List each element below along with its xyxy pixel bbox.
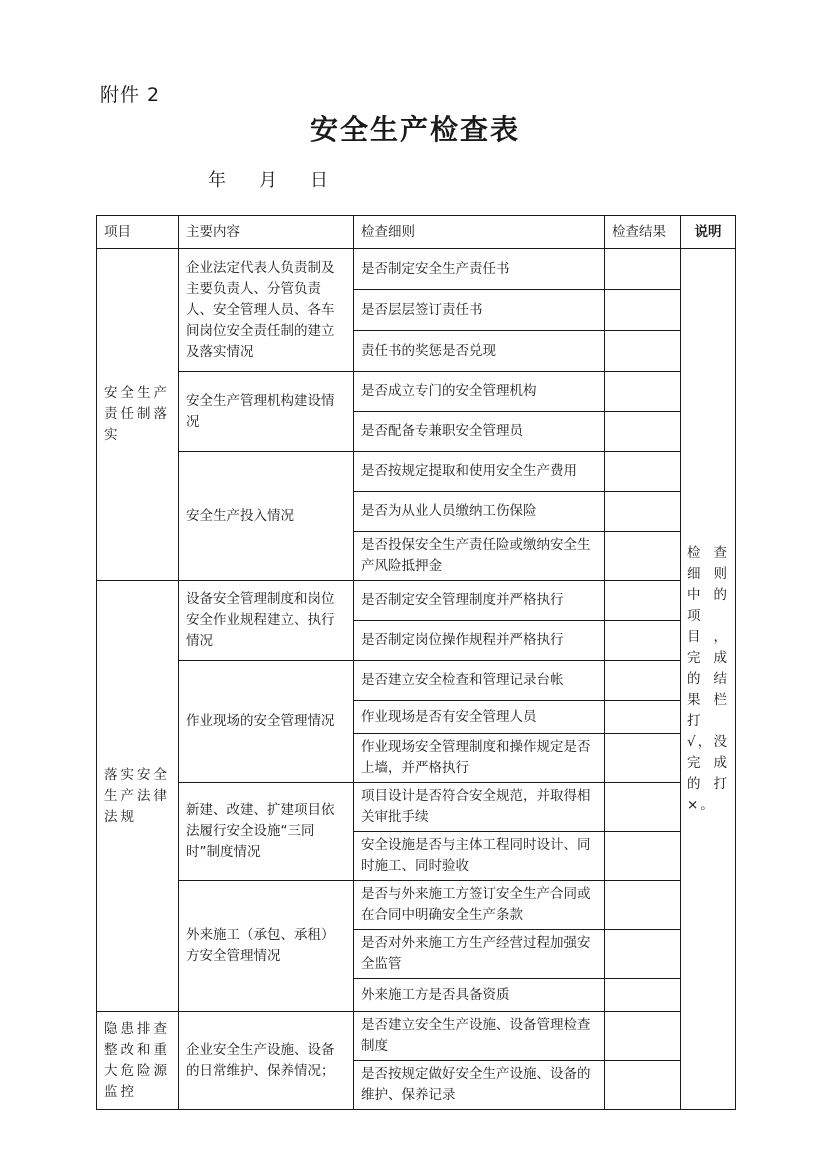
rule-cell: 是否按规定提取和使用安全生产费用 (354, 452, 605, 492)
item-cell: 落实安全生产法律法规 (97, 581, 179, 1012)
result-cell[interactable] (605, 881, 681, 930)
inspection-table (96, 215, 736, 1110)
result-cell[interactable] (605, 930, 681, 979)
content-cell: 外来施工（承包、承租）方安全管理情况 (179, 881, 354, 1012)
result-cell[interactable] (605, 532, 681, 581)
rule-cell: 是否制定岗位操作规程并严格执行 (354, 621, 605, 661)
rule-cell: 是否建立安全检查和管理记录台帐 (354, 661, 605, 701)
result-cell[interactable] (605, 783, 681, 832)
table-header-row (97, 216, 736, 249)
content-cell: 新建、改建、扩建项目依法履行安全设施“三同时”制度情况 (179, 783, 354, 881)
header-result: 检查结果 (605, 216, 681, 249)
table-row (97, 783, 736, 832)
content-cell: 企业法定代表人负责制及主要负责人、分管负责人、安全管理人员、各车间岗位安全责任制的建立及落实情况 (179, 249, 354, 372)
rule-cell: 外来施工方是否具备资质 (354, 979, 605, 1012)
table-row (97, 1012, 736, 1061)
rule-cell: 是否配备专兼职安全管理员 (354, 412, 605, 452)
rule-cell: 是否按规定做好安全生产设施、设备的维护、保养记录 (354, 1061, 605, 1110)
table-row (97, 249, 736, 290)
date-year: 年 (208, 170, 226, 191)
note-cell: 检 查 细 则 中 的 项目，完 成 的 结 果 栏 打 √，没 完 成 的 打 ×。 (681, 249, 736, 1110)
result-cell[interactable] (605, 412, 681, 452)
date-day: 日 (310, 170, 328, 191)
table-row (97, 581, 736, 621)
rule-cell: 作业现场安全管理制度和操作规定是否上墙，并严格执行 (354, 734, 605, 783)
result-cell[interactable] (605, 1061, 681, 1110)
result-cell[interactable] (605, 492, 681, 532)
content-cell: 作业现场的安全管理情况 (179, 661, 354, 783)
content-cell: 安全生产管理机构建设情况 (179, 372, 354, 452)
result-cell[interactable] (605, 372, 681, 412)
table-row (97, 372, 736, 412)
rule-cell: 是否制定安全管理制度并严格执行 (354, 581, 605, 621)
table-row (97, 881, 736, 930)
item-cell: 安全生产责任制落实 (97, 249, 179, 581)
result-cell[interactable] (605, 290, 681, 331)
result-cell[interactable] (605, 661, 681, 701)
rule-cell: 安全设施是否与主体工程同时设计、同时施工、同时验收 (354, 832, 605, 881)
attachment-label: 附件 2 (100, 84, 161, 106)
rule-cell: 是否与外来施工方签订安全生产合同或在合同中明确安全生产条款 (354, 881, 605, 930)
result-cell[interactable] (605, 621, 681, 661)
rule-cell: 是否成立专门的安全管理机构 (354, 372, 605, 412)
rule-cell: 是否建立安全生产设施、设备管理检查制度 (354, 1012, 605, 1061)
result-cell[interactable] (605, 734, 681, 783)
result-cell[interactable] (605, 452, 681, 492)
header-note: 说明 (681, 216, 736, 249)
rule-cell: 作业现场是否有安全管理人员 (354, 701, 605, 734)
rule-cell: 责任书的奖惩是否兑现 (354, 331, 605, 372)
rule-cell: 项目设计是否符合安全规范，并取得相关审批手续 (354, 783, 605, 832)
content-cell: 企业安全生产设施、设备的日常维护、保养情况； (179, 1012, 354, 1110)
result-cell[interactable] (605, 832, 681, 881)
header-content: 主要内容 (179, 216, 354, 249)
page-title: 安全生产检查表 (309, 113, 520, 146)
header-rule: 检查细则 (354, 216, 605, 249)
rule-cell: 是否层层签订责任书 (354, 290, 605, 331)
rule-cell: 是否为从业人员缴纳工伤保险 (354, 492, 605, 532)
result-cell[interactable] (605, 701, 681, 734)
rule-cell: 是否对外来施工方生产经营过程加强安全监管 (354, 930, 605, 979)
result-cell[interactable] (605, 1012, 681, 1061)
result-cell[interactable] (605, 249, 681, 290)
item-cell: 隐患排查整改和重大危险源监控 (97, 1012, 179, 1110)
date-line (208, 166, 361, 192)
header-item: 项目 (97, 216, 179, 249)
result-cell[interactable] (605, 581, 681, 621)
table-row (97, 661, 736, 701)
rule-cell: 是否制定安全生产责任书 (354, 249, 605, 290)
result-cell[interactable] (605, 331, 681, 372)
result-cell[interactable] (605, 979, 681, 1012)
date-month: 月 (259, 170, 277, 191)
rule-cell: 是否投保安全生产责任险或缴纳安全生产风险抵押金 (354, 532, 605, 581)
table-row (97, 452, 736, 492)
content-cell: 设备安全管理制度和岗位安全作业规程建立、执行情况 (179, 581, 354, 661)
content-cell: 安全生产投入情况 (179, 452, 354, 581)
